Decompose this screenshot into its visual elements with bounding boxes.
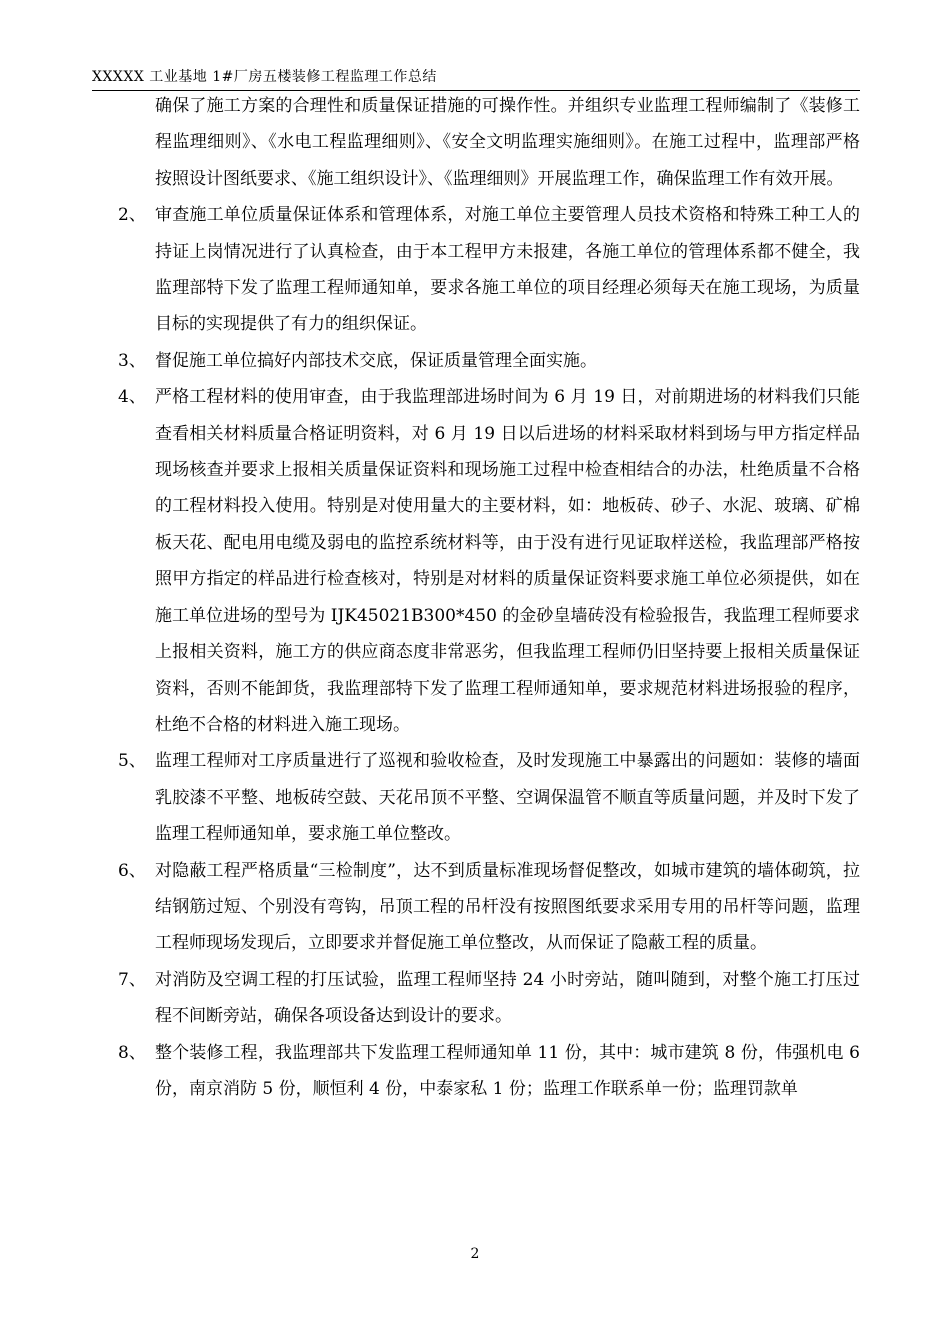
list-item xyxy=(118,962,860,1035)
page-number: 2 xyxy=(470,1246,480,1262)
item-number: 5、 xyxy=(118,751,146,772)
list-item xyxy=(118,743,860,852)
item-text: 对隐蔽工程严格质量“三检制度”，达不到质量标准现场督促整改，如城市建筑的墙体砌筑，拉结钢筋过短、个别没有弯钩，吊顶工程的吊杆没有按照图纸要求采用专用的吊杆等问题，监理工程师现场发现后，立即要求并督促施工单位整改，从而保证了隐蔽工程的质量。 xyxy=(155,860,860,954)
item-number: 2、 xyxy=(118,205,146,226)
item-text: 对消防及空调工程的打压试验，监理工程师坚持 24 小时旁站，随叫随到，对整个施工打压过程不间断旁站，确保各项设备达到设计的要求。 xyxy=(155,969,860,1027)
item-text: 监理工程师对工序质量进行了巡视和验收检查，及时发现施工中暴露出的问题如：装修的墙面乳胶漆不平整、地板砖空鼓、天花吊顶不平整、空调保温管不顺直等质量问题，并及时下发了监理工程师通知单，要求施工单位整改。 xyxy=(155,751,860,845)
item-text: 审查施工单位质量保证体系和管理体系，对施工单位主要管理人员技术资格和特殊工种工人的持证上岗情况进行了认真检查，由于本工程甲方未报建，各施工单位的管理体系都不健全，我监理部特下发了监理工程师通知单，要求各施工单位的项目经理必须每天在施工现场，为质量目标的实现提供了有力的组织保证。 xyxy=(155,205,860,335)
item-text: 督促施工单位搞好内部技术交底，保证质量管理全面实施。 xyxy=(155,350,597,371)
running-header: XXXXX 工业基地 1#厂房五楼装修工程监理工作总结 xyxy=(92,66,860,91)
item-number: 4、 xyxy=(118,387,146,408)
list-item xyxy=(118,197,860,343)
intro-paragraph: 确保了施工方案的合理性和质量保证措施的可操作性。并组织专业监理工程师编制了《装修工程监理细则》、《水电工程监理细则》、《安全文明监理实施细则》。在施工过程中，监理部严格按照设计图纸要求、《施工组织设计》、《监理细则》开展监理工作，确保监理工作有效开展。 xyxy=(155,96,860,189)
item-number: 3、 xyxy=(118,350,146,371)
document-body xyxy=(118,88,860,1107)
list-item xyxy=(118,853,860,962)
item-text: 整个装修工程，我监理部共下发监理工程师通知单 11 份，其中：城市建筑 8 份，伟强机电 6 份，南京消防 5 份，顺恒利 4 份，中泰家私 1 份；监理工作联系单一份；监理罚款单 xyxy=(155,1042,860,1099)
item-number: 6、 xyxy=(118,860,146,881)
item-text: 严格工程材料的使用审查，由于我监理部进场时间为 6 月 19 日，对前期进场的材料我们只能查看相关材料质量合格证明资料，对 6 月 19 日以后进场的材料采取材料到场与甲方指定样品现场核查并要求上报相关质量保证资料和现场施工过程中检查相结合的办法，杜绝质量不合格的工程材料投入使用。特别是对使用量大的主要材料，如：地板砖、砂子、水泥、玻璃、矿棉板天花、配电用电缆及弱电的监控系统材料等，由于没有进行见证取样送检，我监理部严格按照甲方指定的样品进行检查核对，特别是对材料的质量保证资料要求施工单位必须提供，如在施工单位进场的型号为 IJK45021B300*450 的金砂皇墙砖没有检验报告，我监理工程师要求上报相关资料，施工方的供应商态度非常恶劣，但我监理工程师仍旧坚持要上报相关质量保证资料，否则不能卸货，我监理部特下发了监理工程师通知单，要求规范材料进场报验的程序，杜绝不合格的材料进入施工现场。 xyxy=(155,387,860,735)
item-number: 8、 xyxy=(118,1042,146,1063)
list-item xyxy=(118,343,860,379)
list-item xyxy=(118,1035,860,1108)
list-item xyxy=(118,379,860,743)
item-number: 7、 xyxy=(118,969,146,990)
